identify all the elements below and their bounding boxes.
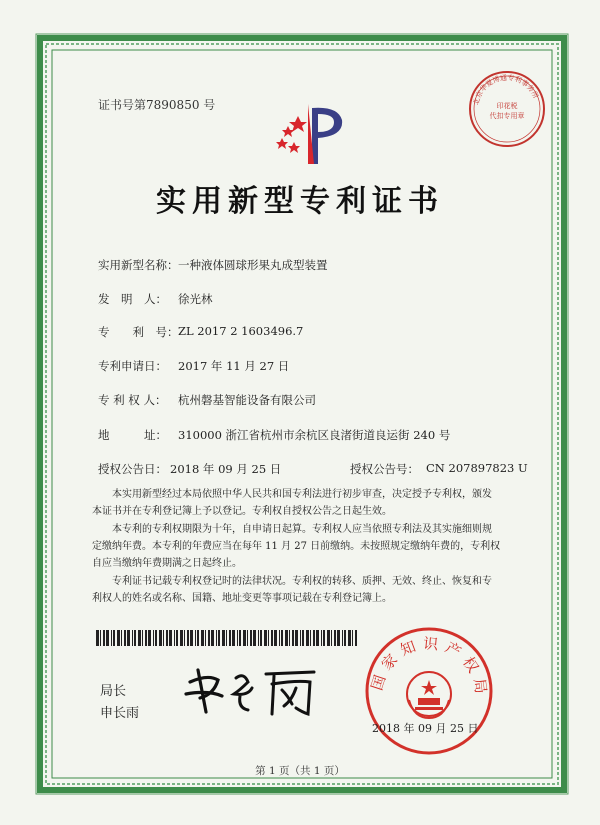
barcode-bar: [132, 630, 133, 646]
field-value-inventor: 徐光林: [178, 292, 213, 306]
barcode-bar: [174, 630, 175, 646]
patent-office-logo-icon: [268, 98, 348, 168]
barcode-bar: [285, 630, 288, 646]
paragraph-line: 利权人的姓名或名称、国籍、地址变更等事项记载在专利登记簿上。: [92, 593, 392, 604]
barcode-bar: [355, 630, 357, 646]
barcode-bar: [180, 630, 183, 646]
barcode-bar: [334, 630, 336, 646]
barcode-bar: [229, 630, 231, 646]
barcode-bar: [268, 630, 269, 646]
barcode-bar: [127, 630, 130, 646]
barcode: [96, 630, 358, 646]
field-label-patentee: 专 利 权 人：: [98, 393, 167, 407]
barcode-bar: [344, 630, 346, 646]
barcode-bar: [111, 630, 112, 646]
paragraph-line: 本专利的专利权期限为十年，自申请日起算。专利权人应当依照专利法及其实施细则规: [112, 524, 492, 535]
signature-title-line2: 申长雨: [100, 706, 140, 721]
barcode-bar: [226, 630, 227, 646]
national-emblem-icon: [407, 672, 451, 718]
barcode-bar: [348, 630, 351, 646]
barcode-bar: [100, 630, 101, 646]
barcode-bar: [190, 630, 193, 646]
barcode-bar: [197, 630, 199, 646]
paragraph-line: 定缴纳年费。本专利的年费应当在每年 11 月 27 日前缴纳。未按照规定缴纳年费的，专利权: [92, 541, 501, 552]
barcode-bar: [195, 630, 196, 646]
certificate-number: 证书号第7890850 号: [98, 98, 216, 112]
barcode-bar: [337, 630, 340, 646]
barcode-bar: [247, 630, 248, 646]
barcode-bar: [327, 630, 330, 646]
barcode-bar: [271, 630, 273, 646]
agency-stamp-line2: 代扣专用章: [489, 112, 525, 120]
barcode-bar: [310, 630, 311, 646]
barcode-bar: [295, 630, 298, 646]
field-value-name: 一种液体圆球形果丸成型装置: [178, 258, 328, 272]
barcode-bar: [289, 630, 290, 646]
national-ip-seal: [362, 624, 496, 758]
barcode-bar: [281, 630, 283, 646]
barcode-bar: [243, 630, 246, 646]
barcode-bar: [184, 630, 185, 646]
barcode-bar: [237, 630, 238, 646]
barcode-bar: [300, 630, 301, 646]
barcode-bar: [145, 630, 147, 646]
barcode-bar: [279, 630, 280, 646]
barcode-bar: [216, 630, 217, 646]
barcode-bar: [117, 630, 120, 646]
barcode-bar: [176, 630, 178, 646]
barcode-bar: [163, 630, 164, 646]
paragraph-line: 专利证书记载专利权登记时的法律状况。专利权的转移、质押、无效、终止、恢复和专: [112, 576, 492, 587]
grant-date-label: 授权公告日：: [98, 462, 167, 476]
barcode-bar: [264, 630, 267, 646]
barcode-bar: [138, 630, 141, 646]
barcode-bar: [155, 630, 157, 646]
field-label-patent-number: 专 利 号：: [98, 325, 179, 339]
field-label-filing-date: 专利申请日：: [98, 359, 167, 373]
field-value-patent-number: ZL 2017 2 1603496.7: [178, 324, 304, 338]
agency-stamp-outer-text: 北京华夏博通专利事务所: [472, 73, 540, 106]
paragraph-legal-status: [92, 573, 522, 607]
barcode-bar: [352, 630, 353, 646]
barcode-bar: [342, 630, 343, 646]
barcode-bar: [169, 630, 172, 646]
barcode-bar: [239, 630, 241, 646]
seal-text: 国家知识产权局: [367, 634, 491, 701]
agency-stamp: [466, 68, 548, 150]
barcode-bar: [166, 630, 168, 646]
field-value-patentee: 杭州磐基智能设备有限公司: [178, 393, 316, 407]
barcode-bar: [121, 630, 122, 646]
grant-date-value: 2018 年 09 月 25 日: [170, 462, 282, 476]
barcode-bar: [331, 630, 332, 646]
barcode-bar: [96, 630, 99, 646]
grant-number-label: 授权公告号：: [350, 462, 419, 476]
barcode-bar: [253, 630, 256, 646]
barcode-bar: [306, 630, 309, 646]
barcode-bar: [113, 630, 115, 646]
signature-title-line1: 局长: [100, 684, 127, 699]
handwritten-signature: [178, 660, 328, 722]
barcode-bar: [218, 630, 220, 646]
barcode-bar: [321, 630, 322, 646]
paragraph-line: 本实用新型经过本局依照中华人民共和国专利法进行初步审查，决定授予专利权，颁发: [112, 489, 492, 500]
barcode-bar: [302, 630, 304, 646]
certificate-title: 实用新型专利证书: [156, 184, 444, 219]
field-label-inventor: 发 明 人：: [98, 292, 167, 306]
paragraph-grant-statement: [92, 486, 522, 520]
barcode-bar: [106, 630, 109, 646]
field-value-address: 310000 浙江省杭州市余杭区良渚街道良运街 240 号: [178, 428, 451, 442]
barcode-bar: [323, 630, 325, 646]
paragraph-term-statement: [92, 521, 522, 572]
barcode-bar: [142, 630, 143, 646]
barcode-bar: [316, 630, 319, 646]
field-label-address: 地 址：: [98, 428, 167, 442]
agency-stamp-line1: 印花税: [496, 102, 518, 110]
barcode-bar: [201, 630, 204, 646]
barcode-bar: [260, 630, 262, 646]
grant-number-value: CN 207897823 U: [426, 461, 528, 475]
barcode-bar: [313, 630, 315, 646]
paragraph-line: 自应当缴纳年费期满之日起终止。: [92, 558, 242, 569]
barcode-bar: [153, 630, 154, 646]
barcode-bar: [258, 630, 259, 646]
barcode-bar: [124, 630, 126, 646]
field-label-name: 实用新型名称：: [98, 258, 179, 272]
barcode-bar: [292, 630, 294, 646]
certificate-number-value: 7890850: [146, 98, 200, 112]
barcode-bar: [208, 630, 210, 646]
barcode-bar: [187, 630, 189, 646]
barcode-bar: [134, 630, 136, 646]
field-value-filing-date: 2017 年 11 月 27 日: [178, 359, 290, 373]
page-footer: 第 1 页（共 1 页）: [255, 765, 345, 777]
seal-date: 2018 年 09 月 25 日: [372, 722, 479, 735]
barcode-bar: [222, 630, 225, 646]
barcode-bar: [274, 630, 277, 646]
barcode-bar: [148, 630, 151, 646]
barcode-bar: [232, 630, 235, 646]
barcode-bar: [205, 630, 206, 646]
paragraph-line: 本证书并在专利登记簿上予以登记。专利权自授权公告之日起生效。: [92, 506, 392, 517]
barcode-bar: [250, 630, 252, 646]
barcode-bar: [103, 630, 105, 646]
barcode-bar: [159, 630, 162, 646]
barcode-bar: [211, 630, 214, 646]
